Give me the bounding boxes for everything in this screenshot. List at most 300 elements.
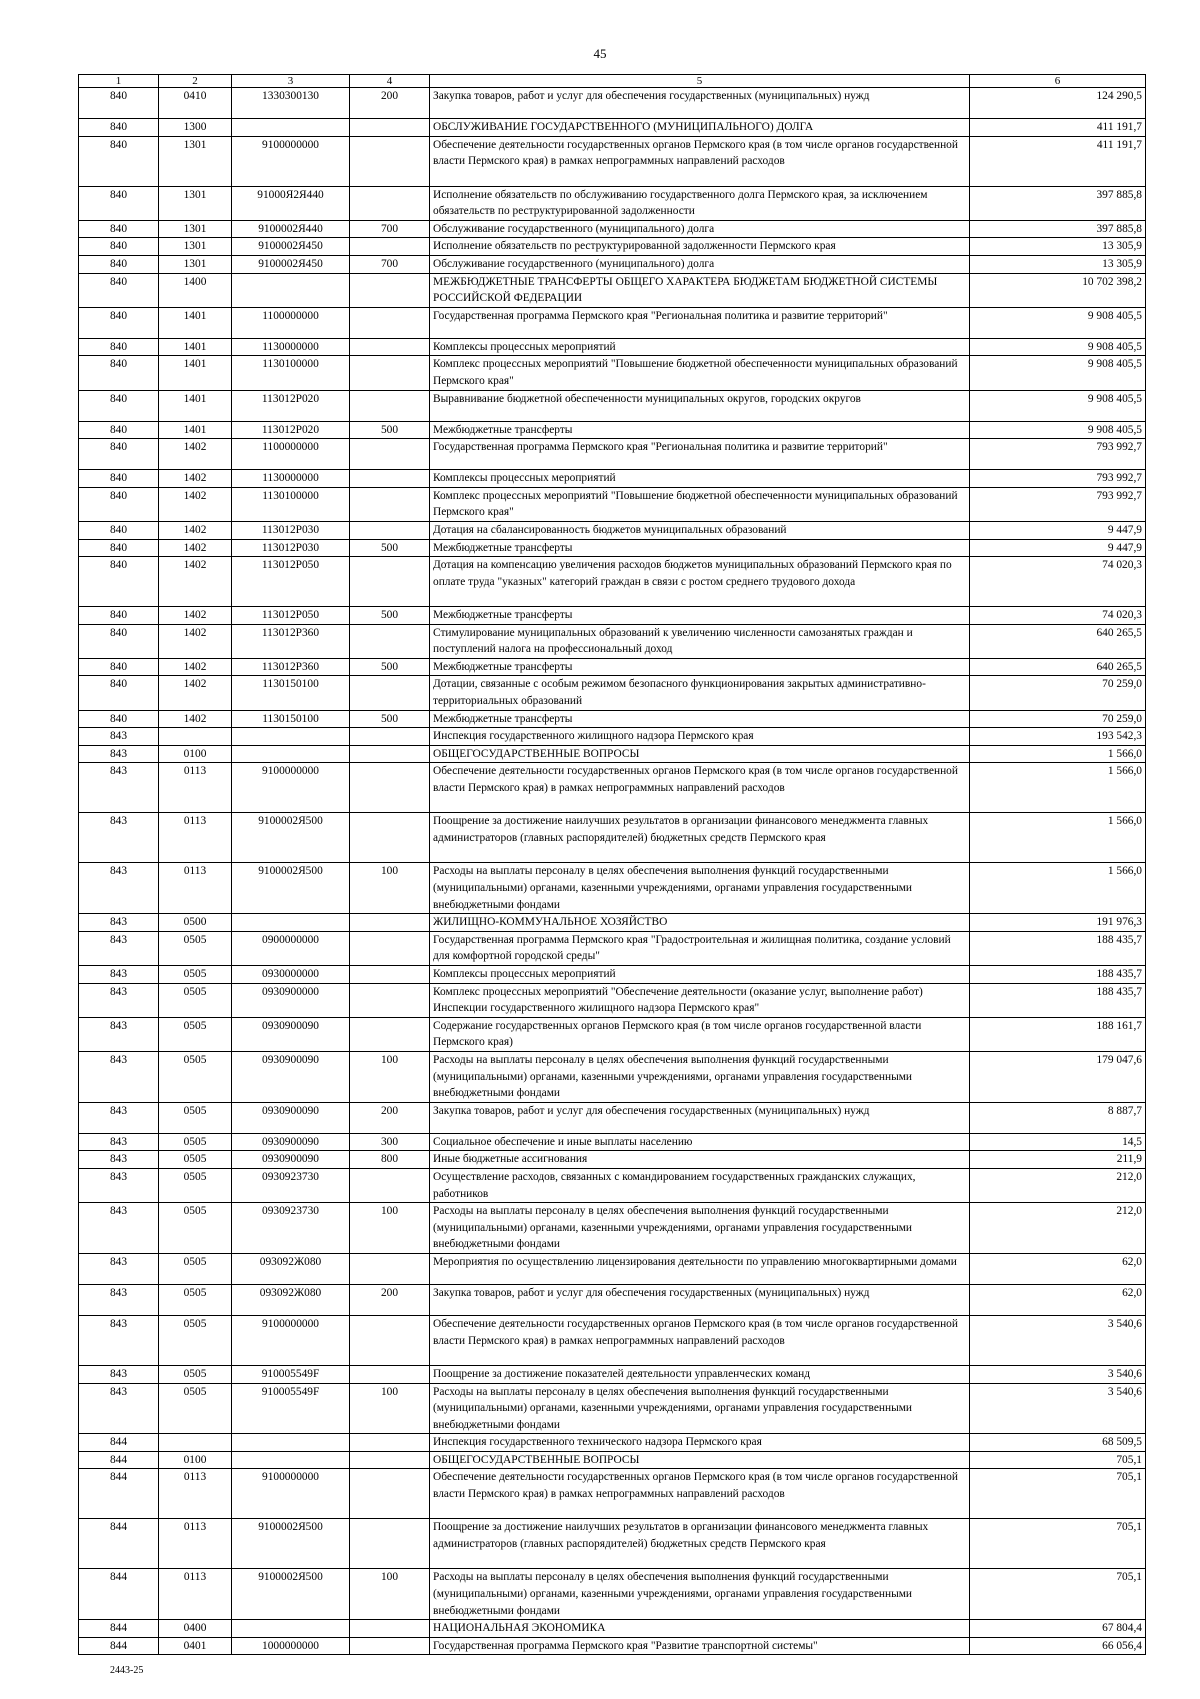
cell-section-code: 0505 bbox=[159, 1133, 232, 1151]
cell-target-code: 093092Ж080 bbox=[232, 1253, 350, 1284]
cell-expense-type-code bbox=[350, 1253, 430, 1284]
cell-expense-type-code bbox=[350, 119, 430, 137]
cell-section-code: 1301 bbox=[159, 238, 232, 256]
cell-admin-code: 840 bbox=[79, 88, 159, 119]
cell-amount: 793 992,7 bbox=[970, 487, 1146, 521]
cell-section-code: 1402 bbox=[159, 710, 232, 728]
table-row bbox=[79, 710, 1146, 728]
cell-item-name: Комплексы процессных мероприятий bbox=[430, 338, 970, 356]
cell-target-code: 9100000000 bbox=[232, 136, 350, 186]
cell-admin-code: 844 bbox=[79, 1569, 159, 1620]
table-row bbox=[79, 1620, 1146, 1638]
cell-section-code: 0400 bbox=[159, 1620, 232, 1638]
page-number: 45 bbox=[593, 46, 607, 61]
cell-amount: 793 992,7 bbox=[970, 439, 1146, 470]
cell-admin-code: 843 bbox=[79, 914, 159, 932]
column-header: 3 bbox=[232, 75, 350, 88]
cell-expense-type-code: 100 bbox=[350, 1383, 430, 1434]
cell-amount: 74 020,3 bbox=[970, 607, 1146, 625]
cell-section-code: 1301 bbox=[159, 136, 232, 186]
column-header: 1 bbox=[79, 75, 159, 88]
cell-target-code: 113012Р360 bbox=[232, 658, 350, 676]
cell-item-name: Межбюджетные трансферты bbox=[430, 539, 970, 557]
cell-expense-type-code bbox=[350, 470, 430, 488]
cell-section-code: 1301 bbox=[159, 220, 232, 238]
cell-item-name: Комплекс процессных мероприятий "Обеспечение деятельности (оказание услуг, выполнение работ) Инспекции государственного жилищного надзора Пермского края" bbox=[430, 983, 970, 1017]
table-row bbox=[79, 1133, 1146, 1151]
cell-target-code: 1130000000 bbox=[232, 338, 350, 356]
budget-table bbox=[78, 74, 1146, 1655]
cell-amount: 411 191,7 bbox=[970, 119, 1146, 137]
table-row bbox=[79, 1151, 1146, 1169]
table-row bbox=[79, 728, 1146, 746]
cell-expense-type-code bbox=[350, 439, 430, 470]
cell-admin-code: 844 bbox=[79, 1469, 159, 1519]
table-row bbox=[79, 624, 1146, 658]
cell-expense-type-code: 700 bbox=[350, 255, 430, 273]
cell-item-name: Дотация на сбалансированность бюджетов муниципальных образований bbox=[430, 521, 970, 539]
cell-item-name: Расходы на выплаты персоналу в целях обеспечения выполнения функций государственными (муниципальными) органами, казенными учреждениями, органами управления государственными внебюджетными фондами bbox=[430, 863, 970, 914]
cell-admin-code: 843 bbox=[79, 763, 159, 813]
cell-expense-type-code bbox=[350, 983, 430, 1017]
cell-section-code bbox=[159, 728, 232, 746]
cell-amount: 191 976,3 bbox=[970, 914, 1146, 932]
cell-expense-type-code bbox=[350, 1017, 430, 1051]
table-row bbox=[79, 1469, 1146, 1519]
cell-admin-code: 840 bbox=[79, 307, 159, 338]
cell-amount: 14,5 bbox=[970, 1133, 1146, 1151]
cell-amount: 188 435,7 bbox=[970, 983, 1146, 1017]
cell-admin-code: 843 bbox=[79, 1253, 159, 1284]
cell-admin-code: 840 bbox=[79, 439, 159, 470]
cell-amount: 211,9 bbox=[970, 1151, 1146, 1169]
cell-section-code: 0113 bbox=[159, 1569, 232, 1620]
cell-amount: 397 885,8 bbox=[970, 220, 1146, 238]
table-row bbox=[79, 1569, 1146, 1620]
table-row bbox=[79, 338, 1146, 356]
cell-expense-type-code bbox=[350, 356, 430, 390]
cell-item-name: Обслуживание государственного (муниципального) долга bbox=[430, 220, 970, 238]
table-header-row bbox=[79, 75, 1146, 88]
cell-section-code: 1401 bbox=[159, 390, 232, 421]
cell-item-name: Инспекция государственного технического надзора Пермского края bbox=[430, 1434, 970, 1452]
cell-amount: 1 566,0 bbox=[970, 863, 1146, 914]
table-row bbox=[79, 439, 1146, 470]
cell-admin-code: 843 bbox=[79, 863, 159, 914]
cell-admin-code: 840 bbox=[79, 186, 159, 220]
cell-amount: 212,0 bbox=[970, 1168, 1146, 1202]
cell-amount: 70 259,0 bbox=[970, 710, 1146, 728]
cell-admin-code: 840 bbox=[79, 470, 159, 488]
cell-expense-type-code bbox=[350, 1451, 430, 1469]
cell-expense-type-code bbox=[350, 390, 430, 421]
cell-amount: 10 702 398,2 bbox=[970, 273, 1146, 307]
cell-amount: 397 885,8 bbox=[970, 186, 1146, 220]
cell-expense-type-code: 100 bbox=[350, 1569, 430, 1620]
cell-item-name: Межбюджетные трансферты bbox=[430, 607, 970, 625]
table-row bbox=[79, 186, 1146, 220]
cell-item-name: Межбюджетные трансферты bbox=[430, 658, 970, 676]
cell-expense-type-code: 200 bbox=[350, 1284, 430, 1315]
cell-amount: 705,1 bbox=[970, 1519, 1146, 1569]
cell-target-code: 1100000000 bbox=[232, 439, 350, 470]
cell-item-name: Обеспечение деятельности государственных органов Пермского края (в том числе органов государственной власти Пермского края) в рамках непрограммных направлений расходов bbox=[430, 1469, 970, 1519]
cell-item-name: Расходы на выплаты персоналу в целях обеспечения выполнения функций государственными (муниципальными) органами, казенными учреждениями, органами управления государственными внебюджетными фондами bbox=[430, 1051, 970, 1102]
cell-item-name: Дотация на компенсацию увеличения расходов бюджетов муниципальных образований Пермского края по оплате труда "указных" категорий граждан в связи с ростом среднего трудового дохода bbox=[430, 557, 970, 607]
cell-expense-type-code: 300 bbox=[350, 1133, 430, 1151]
cell-amount: 74 020,3 bbox=[970, 557, 1146, 607]
cell-item-name: Дотации, связанные с особым режимом безопасного функционирования закрытых административно-территориальных образований bbox=[430, 676, 970, 710]
cell-admin-code: 843 bbox=[79, 1315, 159, 1365]
cell-amount: 1 566,0 bbox=[970, 763, 1146, 813]
cell-expense-type-code bbox=[350, 813, 430, 863]
table-row bbox=[79, 1051, 1146, 1102]
cell-section-code: 1401 bbox=[159, 307, 232, 338]
cell-expense-type-code: 200 bbox=[350, 88, 430, 119]
table-row bbox=[79, 1203, 1146, 1254]
cell-expense-type-code bbox=[350, 136, 430, 186]
cell-section-code: 0505 bbox=[159, 983, 232, 1017]
cell-amount: 9 908 405,5 bbox=[970, 338, 1146, 356]
table-row bbox=[79, 763, 1146, 813]
cell-expense-type-code bbox=[350, 307, 430, 338]
cell-target-code: 113012Р050 bbox=[232, 607, 350, 625]
cell-admin-code: 840 bbox=[79, 338, 159, 356]
cell-section-code: 1402 bbox=[159, 470, 232, 488]
cell-section-code: 0113 bbox=[159, 763, 232, 813]
cell-amount: 1 566,0 bbox=[970, 813, 1146, 863]
cell-expense-type-code: 500 bbox=[350, 658, 430, 676]
cell-amount: 9 908 405,5 bbox=[970, 390, 1146, 421]
cell-expense-type-code bbox=[350, 487, 430, 521]
cell-section-code: 1401 bbox=[159, 421, 232, 439]
table-row bbox=[79, 1434, 1146, 1452]
cell-admin-code: 840 bbox=[79, 238, 159, 256]
cell-amount: 188 435,7 bbox=[970, 931, 1146, 965]
cell-item-name: МЕЖБЮДЖЕТНЫЕ ТРАНСФЕРТЫ ОБЩЕГО ХАРАКТЕРА БЮДЖЕТАМ БЮДЖЕТНОЙ СИСТЕМЫ РОССИЙСКОЙ ФЕДЕРАЦИИ bbox=[430, 273, 970, 307]
table-row bbox=[79, 1315, 1146, 1365]
cell-admin-code: 840 bbox=[79, 607, 159, 625]
cell-admin-code: 844 bbox=[79, 1451, 159, 1469]
cell-admin-code: 840 bbox=[79, 624, 159, 658]
cell-amount: 3 540,6 bbox=[970, 1315, 1146, 1365]
cell-amount: 8 887,7 bbox=[970, 1102, 1146, 1133]
cell-section-code: 1402 bbox=[159, 607, 232, 625]
cell-item-name: Поощрение за достижение показателей деятельности управленческих команд bbox=[430, 1365, 970, 1383]
cell-admin-code: 843 bbox=[79, 966, 159, 984]
table-row bbox=[79, 136, 1146, 186]
table-row bbox=[79, 390, 1146, 421]
cell-amount: 411 191,7 bbox=[970, 136, 1146, 186]
cell-section-code: 1402 bbox=[159, 439, 232, 470]
cell-item-name: Поощрение за достижение наилучших результатов в организации финансового менеджмента главных администраторов (главных распорядителей) бюджетных средств Пермского края bbox=[430, 1519, 970, 1569]
cell-expense-type-code bbox=[350, 186, 430, 220]
cell-section-code: 1401 bbox=[159, 356, 232, 390]
cell-expense-type-code bbox=[350, 1469, 430, 1519]
cell-admin-code: 840 bbox=[79, 676, 159, 710]
cell-section-code: 0505 bbox=[159, 1253, 232, 1284]
cell-expense-type-code bbox=[350, 1519, 430, 1569]
cell-target-code: 0930900090 bbox=[232, 1102, 350, 1133]
cell-item-name: Исполнение обязательств по реструктурированной задолженности Пермского края bbox=[430, 238, 970, 256]
cell-section-code: 1301 bbox=[159, 255, 232, 273]
cell-item-name: Обеспечение деятельности государственных органов Пермского края (в том числе органов государственной власти Пермского края) в рамках непрограммных направлений расходов bbox=[430, 1315, 970, 1365]
cell-admin-code: 844 bbox=[79, 1519, 159, 1569]
cell-item-name: Мероприятия по осуществлению лицензирования деятельности по управлению многоквартирными домами bbox=[430, 1253, 970, 1284]
cell-amount: 1 566,0 bbox=[970, 745, 1146, 763]
cell-amount: 705,1 bbox=[970, 1451, 1146, 1469]
cell-target-code: 9100000000 bbox=[232, 1469, 350, 1519]
cell-section-code: 0505 bbox=[159, 1017, 232, 1051]
cell-amount: 188 435,7 bbox=[970, 966, 1146, 984]
cell-admin-code: 840 bbox=[79, 658, 159, 676]
table-row bbox=[79, 745, 1146, 763]
cell-target-code: 0930900090 bbox=[232, 1051, 350, 1102]
cell-expense-type-code bbox=[350, 521, 430, 539]
cell-admin-code: 843 bbox=[79, 728, 159, 746]
cell-section-code: 0505 bbox=[159, 1383, 232, 1434]
cell-section-code: 0401 bbox=[159, 1637, 232, 1655]
table-row bbox=[79, 1637, 1146, 1655]
cell-item-name: Расходы на выплаты персоналу в целях обеспечения выполнения функций государственными (муниципальными) органами, казенными учреждениями, органами управления государственными внебюджетными фондами bbox=[430, 1383, 970, 1434]
cell-admin-code: 840 bbox=[79, 255, 159, 273]
cell-item-name: Комплекс процессных мероприятий "Повышение бюджетной обеспеченности муниципальных образований Пермского края" bbox=[430, 356, 970, 390]
table-row bbox=[79, 1102, 1146, 1133]
table-row bbox=[79, 539, 1146, 557]
cell-amount: 67 804,4 bbox=[970, 1620, 1146, 1638]
cell-item-name: Межбюджетные трансферты bbox=[430, 710, 970, 728]
cell-amount: 793 992,7 bbox=[970, 470, 1146, 488]
cell-expense-type-code bbox=[350, 273, 430, 307]
column-header: 2 bbox=[159, 75, 232, 88]
cell-section-code: 1402 bbox=[159, 624, 232, 658]
cell-item-name: ОБСЛУЖИВАНИЕ ГОСУДАРСТВЕННОГО (МУНИЦИПАЛЬНОГО) ДОЛГА bbox=[430, 119, 970, 137]
cell-target-code: 113012Р030 bbox=[232, 539, 350, 557]
cell-target-code: 093092Ж080 bbox=[232, 1284, 350, 1315]
cell-amount: 188 161,7 bbox=[970, 1017, 1146, 1051]
table-row bbox=[79, 914, 1146, 932]
table-row bbox=[79, 307, 1146, 338]
cell-admin-code: 843 bbox=[79, 1102, 159, 1133]
cell-item-name: Закупка товаров, работ и услуг для обеспечения государственных (муниципальных) нужд bbox=[430, 1284, 970, 1315]
cell-target-code: 0900000000 bbox=[232, 931, 350, 965]
cell-item-name: Выравнивание бюджетной обеспеченности муниципальных округов, городских округов bbox=[430, 390, 970, 421]
table-row bbox=[79, 220, 1146, 238]
cell-expense-type-code: 700 bbox=[350, 220, 430, 238]
cell-target-code: 910005549F bbox=[232, 1383, 350, 1434]
cell-section-code: 0505 bbox=[159, 931, 232, 965]
cell-admin-code: 844 bbox=[79, 1620, 159, 1638]
cell-section-code: 0500 bbox=[159, 914, 232, 932]
table-row bbox=[79, 255, 1146, 273]
table-row bbox=[79, 863, 1146, 914]
cell-amount: 3 540,6 bbox=[970, 1383, 1146, 1434]
cell-target-code: 1130100000 bbox=[232, 356, 350, 390]
table-row bbox=[79, 557, 1146, 607]
cell-section-code: 1400 bbox=[159, 273, 232, 307]
cell-section-code: 0505 bbox=[159, 1284, 232, 1315]
cell-amount: 705,1 bbox=[970, 1569, 1146, 1620]
cell-amount: 640 265,5 bbox=[970, 658, 1146, 676]
cell-section-code: 1402 bbox=[159, 658, 232, 676]
table-row bbox=[79, 1168, 1146, 1202]
cell-admin-code: 843 bbox=[79, 813, 159, 863]
cell-expense-type-code bbox=[350, 238, 430, 256]
cell-item-name: Расходы на выплаты персоналу в целях обеспечения выполнения функций государственными (муниципальными) органами, казенными учреждениями, органами управления государственными внебюджетными фондами bbox=[430, 1569, 970, 1620]
table-row bbox=[79, 931, 1146, 965]
cell-expense-type-code bbox=[350, 557, 430, 607]
cell-expense-type-code: 500 bbox=[350, 421, 430, 439]
cell-section-code: 0113 bbox=[159, 813, 232, 863]
cell-admin-code: 840 bbox=[79, 421, 159, 439]
cell-expense-type-code: 500 bbox=[350, 607, 430, 625]
cell-target-code: 9100000000 bbox=[232, 763, 350, 813]
cell-admin-code: 840 bbox=[79, 487, 159, 521]
cell-target-code bbox=[232, 1434, 350, 1452]
cell-amount: 68 509,5 bbox=[970, 1434, 1146, 1452]
cell-admin-code: 843 bbox=[79, 1203, 159, 1254]
table-row bbox=[79, 1284, 1146, 1315]
table-row bbox=[79, 1383, 1146, 1434]
cell-target-code: 9100002Я440 bbox=[232, 220, 350, 238]
cell-item-name: НАЦИОНАЛЬНАЯ ЭКОНОМИКА bbox=[430, 1620, 970, 1638]
cell-admin-code: 840 bbox=[79, 710, 159, 728]
table-row bbox=[79, 658, 1146, 676]
cell-item-name: Государственная программа Пермского края "Региональная политика и развитие территорий" bbox=[430, 439, 970, 470]
cell-target-code: 113012Р050 bbox=[232, 557, 350, 607]
cell-item-name: Комплексы процессных мероприятий bbox=[430, 470, 970, 488]
cell-item-name: Поощрение за достижение наилучших результатов в организации финансового менеджмента главных администраторов (главных распорядителей) бюджетных средств Пермского края bbox=[430, 813, 970, 863]
cell-section-code: 1402 bbox=[159, 521, 232, 539]
cell-admin-code: 843 bbox=[79, 745, 159, 763]
cell-section-code: 0113 bbox=[159, 1469, 232, 1519]
cell-expense-type-code bbox=[350, 966, 430, 984]
cell-admin-code: 843 bbox=[79, 1284, 159, 1315]
cell-item-name: Иные бюджетные ассигнования bbox=[430, 1151, 970, 1169]
cell-item-name: ОБЩЕГОСУДАРСТВЕННЫЕ ВОПРОСЫ bbox=[430, 1451, 970, 1469]
cell-admin-code: 843 bbox=[79, 1017, 159, 1051]
cell-expense-type-code bbox=[350, 763, 430, 813]
cell-section-code: 0113 bbox=[159, 863, 232, 914]
cell-target-code: 0930900090 bbox=[232, 1151, 350, 1169]
cell-section-code: 1401 bbox=[159, 338, 232, 356]
cell-section-code bbox=[159, 1434, 232, 1452]
cell-section-code: 0113 bbox=[159, 1519, 232, 1569]
cell-section-code: 0505 bbox=[159, 1315, 232, 1365]
cell-amount: 13 305,9 bbox=[970, 238, 1146, 256]
cell-target-code: 9100002Я500 bbox=[232, 813, 350, 863]
cell-target-code: 1100000000 bbox=[232, 307, 350, 338]
cell-amount: 13 305,9 bbox=[970, 255, 1146, 273]
cell-section-code: 1402 bbox=[159, 676, 232, 710]
cell-admin-code: 840 bbox=[79, 390, 159, 421]
cell-item-name: Государственная программа Пермского края "Региональная политика и развитие территорий" bbox=[430, 307, 970, 338]
cell-section-code: 0505 bbox=[159, 1051, 232, 1102]
cell-item-name: Стимулирование муниципальных образований к увеличению численности самозанятых граждан и поступлений налога на профессиональный доход bbox=[430, 624, 970, 658]
cell-expense-type-code bbox=[350, 728, 430, 746]
cell-target-code: 9100002Я450 bbox=[232, 255, 350, 273]
cell-section-code: 1402 bbox=[159, 557, 232, 607]
cell-amount: 70 259,0 bbox=[970, 676, 1146, 710]
cell-item-name: Социальное обеспечение и иные выплаты населению bbox=[430, 1133, 970, 1151]
cell-expense-type-code bbox=[350, 914, 430, 932]
cell-admin-code: 840 bbox=[79, 136, 159, 186]
cell-expense-type-code: 500 bbox=[350, 710, 430, 728]
cell-target-code bbox=[232, 914, 350, 932]
cell-item-name: Государственная программа Пермского края "Градостроительная и жилищная политика, создание условий для комфортной городской среды" bbox=[430, 931, 970, 965]
document-code: 2443-25 bbox=[110, 1665, 144, 1676]
table-row bbox=[79, 88, 1146, 119]
cell-target-code: 9100000000 bbox=[232, 1315, 350, 1365]
cell-target-code: 9100002Я450 bbox=[232, 238, 350, 256]
cell-expense-type-code bbox=[350, 338, 430, 356]
cell-section-code: 0505 bbox=[159, 1102, 232, 1133]
cell-admin-code: 843 bbox=[79, 1365, 159, 1383]
cell-admin-code: 840 bbox=[79, 273, 159, 307]
cell-target-code: 113012Р360 bbox=[232, 624, 350, 658]
cell-target-code: 113012Р020 bbox=[232, 421, 350, 439]
table-row bbox=[79, 470, 1146, 488]
column-header: 5 bbox=[430, 75, 970, 88]
cell-item-name: Расходы на выплаты персоналу в целях обеспечения выполнения функций государственными (муниципальными) органами, казенными учреждениями, органами управления государственными внебюджетными фондами bbox=[430, 1203, 970, 1254]
cell-target-code bbox=[232, 119, 350, 137]
cell-section-code: 0505 bbox=[159, 966, 232, 984]
cell-amount: 9 447,9 bbox=[970, 521, 1146, 539]
cell-admin-code: 844 bbox=[79, 1434, 159, 1452]
cell-target-code: 91000Я2Я440 bbox=[232, 186, 350, 220]
cell-admin-code: 840 bbox=[79, 356, 159, 390]
cell-item-name: Закупка товаров, работ и услуг для обеспечения государственных (муниципальных) нужд bbox=[430, 1102, 970, 1133]
column-header: 4 bbox=[350, 75, 430, 88]
cell-amount: 9 908 405,5 bbox=[970, 307, 1146, 338]
table-row bbox=[79, 1017, 1146, 1051]
cell-target-code bbox=[232, 745, 350, 763]
cell-section-code: 1402 bbox=[159, 487, 232, 521]
cell-amount: 62,0 bbox=[970, 1253, 1146, 1284]
cell-amount: 9 447,9 bbox=[970, 539, 1146, 557]
cell-section-code: 0505 bbox=[159, 1365, 232, 1383]
cell-target-code: 113012Р020 bbox=[232, 390, 350, 421]
cell-amount: 705,1 bbox=[970, 1469, 1146, 1519]
cell-admin-code: 843 bbox=[79, 1383, 159, 1434]
cell-amount: 212,0 bbox=[970, 1203, 1146, 1254]
table-row bbox=[79, 356, 1146, 390]
cell-item-name: ЖИЛИЩНО-КОММУНАЛЬНОЕ ХОЗЯЙСТВО bbox=[430, 914, 970, 932]
table-row bbox=[79, 273, 1146, 307]
cell-target-code: 9100002Я500 bbox=[232, 1519, 350, 1569]
cell-target-code: 1130150100 bbox=[232, 710, 350, 728]
cell-item-name: Обеспечение деятельности государственных органов Пермского края (в том числе органов государственной власти Пермского края) в рамках непрограммных направлений расходов bbox=[430, 136, 970, 186]
cell-expense-type-code bbox=[350, 676, 430, 710]
cell-target-code: 1000000000 bbox=[232, 1637, 350, 1655]
cell-admin-code: 843 bbox=[79, 983, 159, 1017]
cell-expense-type-code bbox=[350, 1637, 430, 1655]
cell-section-code: 1300 bbox=[159, 119, 232, 137]
table-row bbox=[79, 1451, 1146, 1469]
cell-section-code: 0505 bbox=[159, 1168, 232, 1202]
cell-target-code: 0930900090 bbox=[232, 1017, 350, 1051]
cell-expense-type-code: 500 bbox=[350, 539, 430, 557]
cell-amount: 193 542,3 bbox=[970, 728, 1146, 746]
cell-expense-type-code bbox=[350, 624, 430, 658]
cell-admin-code: 840 bbox=[79, 119, 159, 137]
cell-target-code: 1130150100 bbox=[232, 676, 350, 710]
cell-target-code bbox=[232, 1620, 350, 1638]
cell-item-name: ОБЩЕГОСУДАРСТВЕННЫЕ ВОПРОСЫ bbox=[430, 745, 970, 763]
cell-amount: 179 047,6 bbox=[970, 1051, 1146, 1102]
cell-expense-type-code bbox=[350, 1315, 430, 1365]
cell-expense-type-code: 800 bbox=[350, 1151, 430, 1169]
